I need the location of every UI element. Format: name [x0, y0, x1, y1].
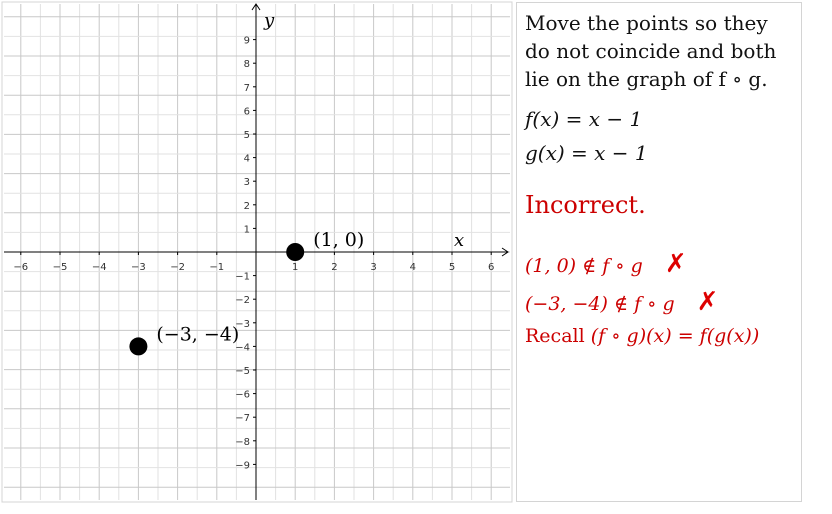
y-tick-label: −9	[235, 460, 250, 472]
y-tick-label: −2	[235, 295, 250, 307]
x-tick-label: −1	[209, 262, 225, 273]
y-tick-label: −4	[235, 342, 250, 354]
y-tick-label: −7	[235, 413, 250, 425]
y-tick-label: 4	[243, 153, 250, 165]
x-tick-label: 6	[488, 262, 495, 273]
point-label: (1, 0)	[313, 229, 365, 251]
x-tick-label: 3	[370, 262, 377, 273]
x-tick-label: 1	[292, 262, 299, 273]
y-tick-label: 6	[243, 106, 250, 118]
x-tick-label: 5	[448, 262, 456, 273]
y-tick-label: 7	[243, 82, 250, 94]
recall-label: Recall	[525, 325, 585, 347]
y-tick-label: 5	[243, 130, 250, 141]
recall-formula: (f ∘ g)(x) = f(g(x))	[590, 325, 760, 347]
y-tick-label: 9	[243, 35, 250, 47]
feedback-item-point-2	[525, 287, 718, 317]
y-tick-label: 3	[243, 177, 250, 189]
draggable-point[interactable]	[129, 337, 147, 355]
x-tick-label: −2	[170, 262, 185, 273]
y-tick-label: −3	[235, 318, 250, 330]
y-tick-label: 8	[243, 59, 250, 71]
y-tick-label: −8	[235, 436, 250, 448]
x-mark-icon: ✗	[664, 249, 687, 279]
x-tick-label: 4	[409, 262, 416, 273]
x-tick-label: −3	[131, 262, 146, 273]
x-tick-label: 2	[331, 262, 338, 273]
point-label: (−3, −4)	[156, 323, 240, 346]
x-mark-icon: ✗	[696, 287, 719, 317]
y-tick-label: −5	[235, 366, 250, 377]
feedback-item-point-1	[525, 249, 687, 279]
y-tick-label: −1	[235, 271, 250, 283]
x-tick-label: −4	[91, 262, 107, 273]
draggable-point[interactable]	[286, 243, 304, 261]
x-tick-label: −5	[52, 262, 68, 273]
function-f: f(x) = x − 1	[525, 107, 643, 131]
feedback-item-text: (1, 0) ∉ f ∘ g	[525, 255, 643, 277]
y-tick-label: 1	[243, 224, 250, 236]
x-axis-label: x	[453, 230, 465, 251]
function-g: g(x) = x − 1	[525, 141, 648, 165]
y-axis-label: y	[264, 10, 275, 31]
feedback-status: Incorrect.	[525, 191, 646, 219]
feedback-item-text: (−3, −4) ∉ f ∘ g	[525, 293, 675, 315]
y-tick-label: 2	[243, 200, 250, 212]
x-tick-label: −6	[13, 262, 29, 273]
instructions-text: Move the points so they do not coincide and both lie on the graph of f ∘ g.	[525, 11, 777, 91]
recall-hint	[525, 325, 759, 347]
side-panel	[516, 2, 802, 502]
y-tick-label: −6	[235, 389, 250, 401]
